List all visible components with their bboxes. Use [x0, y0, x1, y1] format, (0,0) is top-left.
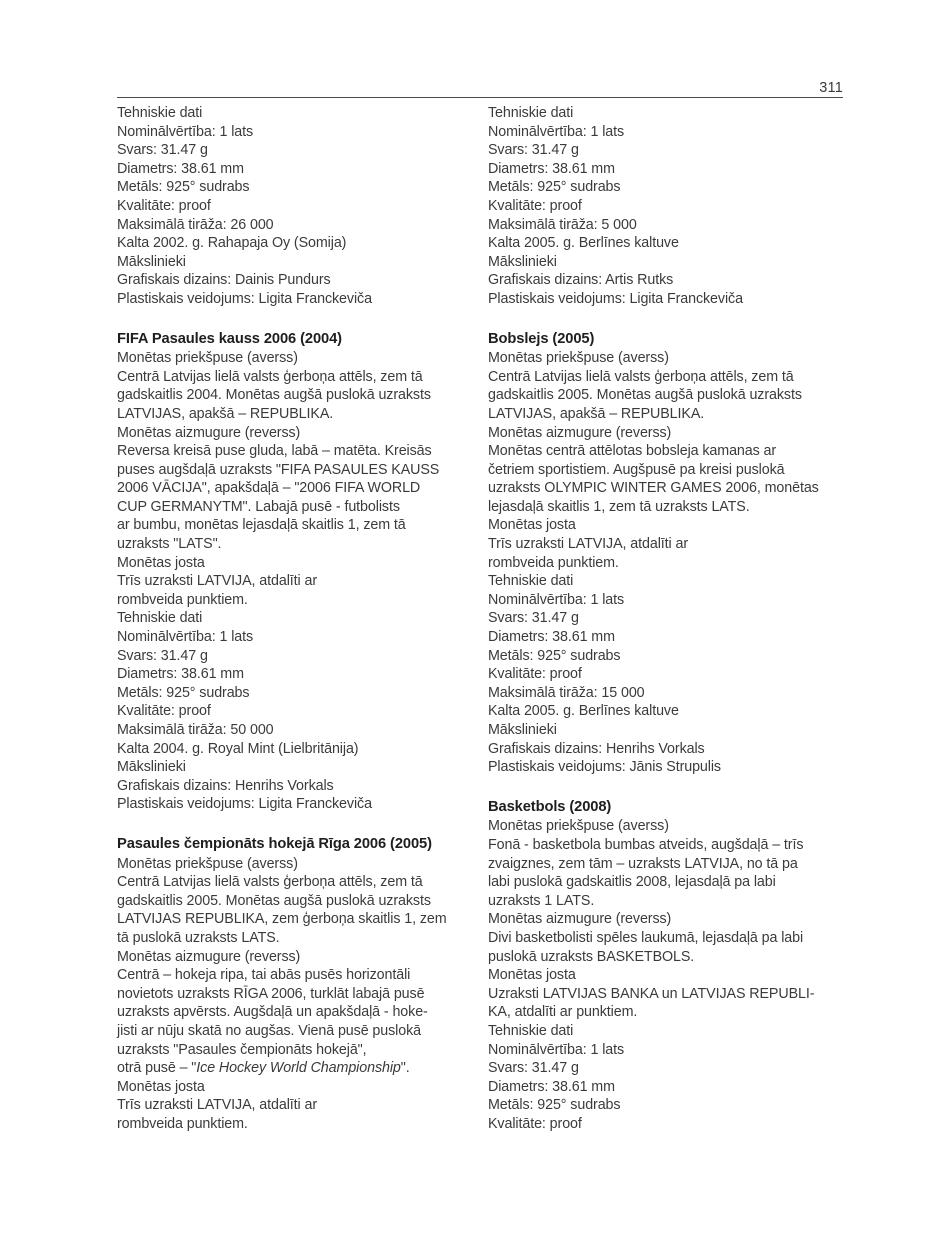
section-heading: FIFA Pasaules kauss 2006 (2004) [117, 330, 342, 347]
text-line: Reversa kreisā puse gluda, labā – matēta. Kreisās [117, 443, 432, 460]
text-line: puslokā uzraksts BASKETBOLS. [488, 948, 695, 965]
text-line: Tehniskie dati [117, 610, 203, 627]
text-line: Kvalitāte: proof [117, 703, 211, 720]
text-line: Fonā - basketbola bumbas atveids, augšdaļā – trīs [488, 836, 804, 853]
text-line: Uzraksti LATVIJAS BANKA un LATVIJAS REPUBLI- [488, 985, 815, 1002]
text-line: Metāls: 925° sudrabs [488, 1097, 621, 1114]
text-line: Plastiskais veidojums: Jānis Strupulis [488, 759, 721, 776]
italic-text: Ice Hockey World Championship [196, 1060, 401, 1077]
coin-section [488, 330, 842, 777]
text-line: Svars: 31.47 g [488, 610, 579, 627]
text-line: Monētas josta [488, 517, 576, 534]
text-line: Monētas priekšpuse (averss) [488, 818, 669, 835]
text-line: Nominālvērtība: 1 lats [117, 629, 254, 646]
text-line: Monētas priekšpuse (averss) [117, 350, 298, 367]
text-line: KA, atdalīti ar punktiem. [488, 1004, 638, 1021]
text-line: Maksimālā tirāža: 5 000 [488, 216, 637, 233]
text-line: Nominālvērtība: 1 lats [488, 591, 625, 608]
text-line: Maksimālā tirāža: 15 000 [488, 684, 645, 701]
text-line: LATVIJAS, apakšā – REPUBLIKA. [117, 405, 334, 422]
column-right [488, 104, 842, 1133]
text-line: Mākslinieki [488, 722, 557, 738]
text-line: Diametrs: 38.61 mm [117, 666, 244, 683]
text-line: lejasdaļā skaitlis 1, zem tā uzraksts LATS. [488, 498, 750, 515]
text-line: LATVIJAS REPUBLIKA, zem ģerboņa skaitlis 1, zem [117, 911, 447, 928]
text-line: Kvalitāte: proof [488, 666, 582, 683]
text-line: novietots uzraksts RĪGA 2006, turklāt labajā pusē [117, 985, 425, 1002]
header-rule [117, 97, 843, 98]
text-line: gadskaitlis 2005. Monētas augšā puslokā uzraksts [488, 387, 802, 404]
tech-data-block [117, 104, 471, 309]
text-line: uzraksts "LATS". [117, 536, 222, 553]
text-line: Kalta 2002. g. Rahapaja Oy (Somija) [117, 235, 347, 252]
text-line: uzraksts OLYMPIC WINTER GAMES 2006, monētas [488, 480, 819, 497]
text-line: puses augšdaļā uzraksts "FIFA PASAULES KAUSS [117, 461, 440, 478]
text-line: Grafiskais dizains: Artis Rutks [488, 272, 674, 289]
text-line: Kalta 2005. g. Berlīnes kaltuve [488, 235, 679, 252]
section-heading: Basketbols (2008) [488, 798, 612, 815]
text-line: Mākslinieki [488, 253, 557, 270]
text-line: Diametrs: 38.61 mm [488, 1078, 615, 1095]
coin-section [488, 798, 842, 1134]
text-line: Plastiskais veidojums: Ligita Franckeviča [117, 290, 372, 307]
text-line: Metāls: 925° sudrabs [488, 179, 621, 196]
text-line: Monētas josta [117, 1078, 205, 1095]
text-line: Trīs uzraksti LATVIJA, atdalīti ar [117, 573, 317, 590]
text-line: Tehniskie dati [488, 1022, 574, 1039]
text-line: Kvalitāte: proof [488, 1115, 582, 1132]
text-line: Monētas aizmugure (reverss) [117, 948, 301, 965]
text-line: Centrā – hokeja ripa, tai abās pusēs horizontāli [117, 967, 411, 984]
text-line: Diametrs: 38.61 mm [488, 629, 615, 646]
text-line: Trīs uzraksti LATVIJA, atdalīti ar [117, 1097, 317, 1114]
text-columns [117, 104, 843, 1133]
text-line: Nominālvērtība: 1 lats [488, 1041, 625, 1058]
text-line: Maksimālā tirāža: 50 000 [117, 722, 274, 738]
coin-section [117, 330, 471, 814]
text-line: Monētas aizmugure (reverss) [488, 911, 672, 928]
text-line: Tehniskie dati [488, 105, 574, 121]
text-line: Trīs uzraksti LATVIJA, atdalīti ar [488, 536, 688, 553]
text-line: Centrā Latvijas lielā valsts ģerboņa attēls, zem tā [117, 874, 423, 891]
text-line: Svars: 31.47 g [488, 1060, 579, 1077]
text-line: tā puslokā uzraksts LATS. [117, 929, 280, 946]
text-line: Monētas centrā attēlotas bobsleja kamanas ar [488, 443, 777, 460]
text-line: 2006 VĀCIJA", apakšdaļā – "2006 FIFA WORLD [117, 480, 421, 497]
text-line: Monētas priekšpuse (averss) [488, 350, 669, 367]
text-line: Monētas priekšpuse (averss) [117, 855, 298, 872]
text-line [117, 1059, 471, 1078]
text-line: Centrā Latvijas lielā valsts ģerboņa attēls, zem tā [488, 368, 794, 385]
text-line: Divi basketbolisti spēles laukumā, lejasdaļā pa labi [488, 929, 804, 946]
text-line: CUP GERMANYTM". Labajā pusē - futbolists [117, 498, 400, 515]
text-line: Metāls: 925° sudrabs [117, 179, 250, 196]
text-line: uzraksts 1 LATS. [488, 892, 595, 909]
text-line: Monētas josta [488, 967, 576, 984]
plain-text: otrā pusē – " [117, 1060, 197, 1077]
text-line: Monētas aizmugure (reverss) [488, 424, 672, 441]
text-line: Maksimālā tirāža: 26 000 [117, 216, 274, 233]
text-line: jisti ar nūju skatā no augšas. Vienā pusē puslokā [117, 1022, 422, 1039]
text-line: Metāls: 925° sudrabs [488, 647, 621, 664]
text-line: Monētas aizmugure (reverss) [117, 424, 301, 441]
section-heading: Bobslejs (2005) [488, 330, 595, 347]
text-line: uzraksts apvērsts. Augšdaļā un apakšdaļā - hoke- [117, 1004, 428, 1021]
text-line: rombveida punktiem. [117, 1115, 248, 1132]
tech-data-block [488, 104, 842, 309]
text-line: Monētas josta [117, 554, 205, 571]
text-line: Grafiskais dizains: Henrihs Vorkals [488, 740, 705, 757]
text-line: LATVIJAS, apakšā – REPUBLIKA. [488, 405, 705, 422]
text-line: Svars: 31.47 g [117, 647, 208, 664]
text-line: Kvalitāte: proof [117, 197, 211, 214]
text-line: Grafiskais dizains: Dainis Pundurs [117, 272, 331, 289]
text-line: rombveida punktiem. [117, 591, 248, 608]
text-line: Kalta 2004. g. Royal Mint (Lielbritānija) [117, 740, 359, 757]
text-line: gadskaitlis 2005. Monētas augšā puslokā uzraksts [117, 892, 431, 909]
text-line: Centrā Latvijas lielā valsts ģerboņa attēls, zem tā [117, 368, 423, 385]
text-line: Tehniskie dati [488, 573, 574, 590]
text-line: labi puslokā gadskaitlis 2008, lejasdaļā pa labi [488, 874, 776, 891]
text-line: rombveida punktiem. [488, 554, 619, 571]
text-line: Metāls: 925° sudrabs [117, 684, 250, 701]
plain-text: ". [400, 1060, 410, 1077]
text-line: uzraksts "Pasaules čempionāts hokejā", [117, 1041, 367, 1058]
text-line: zvaigznes, zem tām – uzraksts LATVIJA, no tā pa [488, 855, 798, 872]
text-line: Nominālvērtība: 1 lats [488, 123, 625, 140]
text-line: Diametrs: 38.61 mm [117, 160, 244, 177]
text-line: četriem sportistiem. Augšpusē pa kreisi puslokā [488, 461, 785, 478]
text-line: Plastiskais veidojums: Ligita Franckeviča [117, 796, 372, 813]
text-line: Kalta 2005. g. Berlīnes kaltuve [488, 703, 679, 720]
column-left [117, 104, 471, 1133]
text-line: ar bumbu, monētas lejasdaļā skaitlis 1, zem tā [117, 517, 406, 534]
text-line: Nominālvērtība: 1 lats [117, 123, 254, 140]
coin-section [117, 835, 471, 1134]
text-line: Diametrs: 38.61 mm [488, 160, 615, 177]
text-line: gadskaitlis 2004. Monētas augšā puslokā uzraksts [117, 387, 431, 404]
text-line: Mākslinieki [117, 253, 186, 270]
section-heading: Pasaules čempionāts hokejā Rīga 2006 (2005) [117, 835, 432, 852]
text-line: Mākslinieki [117, 759, 186, 776]
text-line: Svars: 31.47 g [488, 142, 579, 159]
text-line: Svars: 31.47 g [117, 142, 208, 159]
text-line: Plastiskais veidojums: Ligita Franckeviča [488, 290, 743, 307]
text-line: Kvalitāte: proof [488, 197, 582, 214]
page-number: 311 [819, 80, 843, 96]
text-line: Grafiskais dizains: Henrihs Vorkals [117, 777, 334, 794]
text-line: Tehniskie dati [117, 105, 203, 121]
